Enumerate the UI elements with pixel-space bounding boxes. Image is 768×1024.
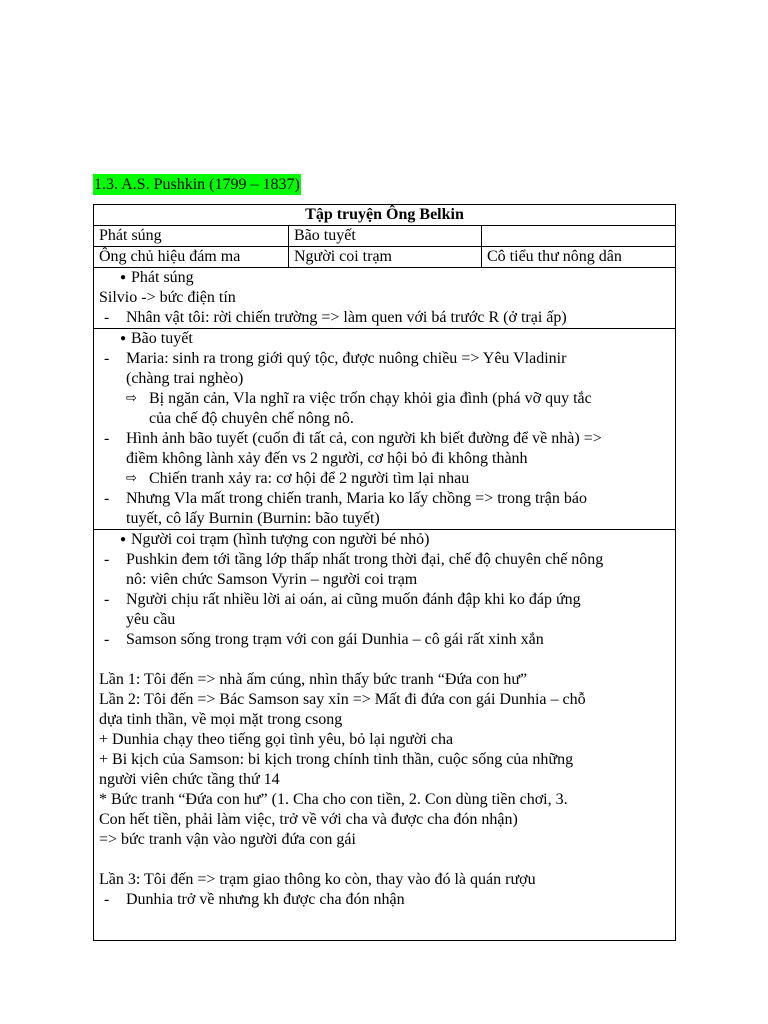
dash-item	[99, 489, 670, 529]
dash-text: nô: viên chức Samson Vyrin – người coi trạm	[126, 571, 418, 588]
dash-marker: -	[104, 891, 110, 908]
dash-marker: -	[104, 551, 110, 568]
bullet-text: Phát súng	[131, 269, 194, 286]
bullet-item	[99, 268, 670, 288]
section-nguoi-coi-tram	[94, 530, 676, 941]
dash-item	[99, 890, 670, 910]
text-line: Lần 2: Tôi đến => Bác Samson say xỉn => Mất đi đứa con gái Dunhia – chỗ	[99, 691, 586, 708]
dash-text: Dunhia trở về nhưng kh được cha đón nhận	[126, 891, 405, 908]
bullet-text: Bão tuyết	[131, 330, 193, 347]
table-cell: Ông chủ hiệu đám ma	[94, 247, 289, 268]
arrow-right-icon: ⇨	[126, 471, 137, 486]
dash-text: yêu cầu	[126, 611, 176, 628]
dash-marker: -	[104, 591, 110, 608]
dash-marker: -	[104, 309, 110, 326]
dash-item	[99, 550, 670, 590]
bullet-icon: ●	[120, 333, 127, 344]
bullet-icon: ●	[120, 534, 127, 545]
text-line: + Bi kịch của Samson: bi kịch trong chính tinh thần, cuộc sống của những	[99, 751, 574, 768]
table-title: Tập truyện Ông Belkin	[94, 205, 676, 226]
dash-marker: -	[104, 490, 110, 507]
text-line: + Dunhia chạy theo tiếng gọi tình yêu, bỏ lại người cha	[99, 731, 454, 748]
table-cell: Cô tiểu thư nông dân	[482, 247, 676, 268]
text-line: Lần 3: Tôi đến => trạm giao thông ko còn, thay vào đó là quán rượu	[99, 871, 536, 888]
dash-text: Hình ảnh bão tuyết (cuốn đi tất cả, con người kh biết đường để về nhà) =>	[126, 430, 602, 447]
text-line: Con hết tiền, phải làm việc, trở về với cha và được cha đón nhận)	[99, 811, 518, 828]
dash-item	[99, 429, 670, 469]
blank-line	[99, 650, 670, 670]
text-line: người viên chức tầng thứ 14	[99, 771, 280, 788]
arrow-text: của chế độ chuyên chế nông nô.	[149, 410, 354, 427]
content-table	[93, 204, 676, 941]
arrow-text: Bị ngăn cản, Vla nghĩ ra việc trốn chạy khỏi gia đình (phá vỡ quy tắc	[149, 390, 592, 407]
table-cell: Phát súng	[94, 226, 289, 247]
dash-text: Nhân vật tôi: rời chiến trường => làm quen với bá trước R (ở trại ấp)	[126, 309, 567, 326]
text-line: Silvio -> bức điện tín	[99, 289, 236, 306]
dash-text: Pushkin đem tới tầng lớp thấp nhất trong thời đại, chế độ chuyên chế nông	[126, 551, 604, 568]
dash-text: Maria: sinh ra trong giới quý tộc, được nuông chiều => Yêu Vladinir	[126, 350, 567, 367]
dash-item	[99, 308, 670, 328]
dash-text: tuyết, cô lấy Burnin (Burnin: bão tuyết)	[126, 510, 380, 527]
dash-item	[99, 590, 670, 630]
dash-marker: -	[104, 350, 110, 367]
section-bao-tuyet	[94, 329, 676, 530]
section-heading: 1.3. A.S. Pushkin (1799 – 1837)	[94, 176, 300, 193]
dash-marker: -	[104, 631, 110, 648]
section-phat-sung	[94, 268, 676, 329]
table-cell	[482, 226, 676, 247]
bullet-item	[99, 329, 670, 349]
arrow-text: Chiến tranh xảy ra: cơ hội để 2 người tìm lại nhau	[149, 470, 470, 487]
dash-item	[99, 630, 670, 650]
blank-line	[99, 850, 670, 870]
dash-text: điềm không lành xảy đến vs 2 người, cơ hội bỏ đi không thành	[126, 450, 528, 467]
bullet-text: Người coi trạm (hình tượng con người bé nhỏ)	[131, 531, 430, 548]
arrow-right-icon: ⇨	[126, 391, 137, 406]
table-cell: Người coi trạm	[289, 247, 482, 268]
dash-text: Samson sống trong trạm với con gái Dunhia – cô gái rất xinh xắn	[126, 631, 544, 648]
bullet-icon: ●	[120, 272, 127, 283]
dash-item	[99, 349, 670, 389]
text-line: => bức tranh vận vào người đứa con gái	[99, 831, 356, 848]
dash-text: Nhưng Vla mất trong chiến tranh, Maria ko lấy chồng => trong trận báo	[126, 490, 587, 507]
table-cell: Bão tuyết	[289, 226, 482, 247]
arrow-item	[99, 389, 670, 429]
text-line: dựa tinh thần, về mọi mặt trong csong	[99, 711, 343, 728]
text-line: Lần 1: Tôi đến => nhà ấm cúng, nhìn thấy bức tranh “Đứa con hư”	[99, 671, 528, 688]
text-line: * Bức tranh “Đứa con hư” (1. Cha cho con tiền, 2. Con dùng tiền chơi, 3.	[99, 791, 568, 808]
dash-text: Người chịu rất nhiều lời ai oán, ai cũng muốn đánh đập khi ko đáp ứng	[126, 591, 581, 608]
arrow-item	[99, 469, 670, 489]
dash-marker: -	[104, 430, 110, 447]
bullet-item	[99, 530, 670, 550]
dash-text: (chàng trai nghèo)	[126, 370, 244, 387]
